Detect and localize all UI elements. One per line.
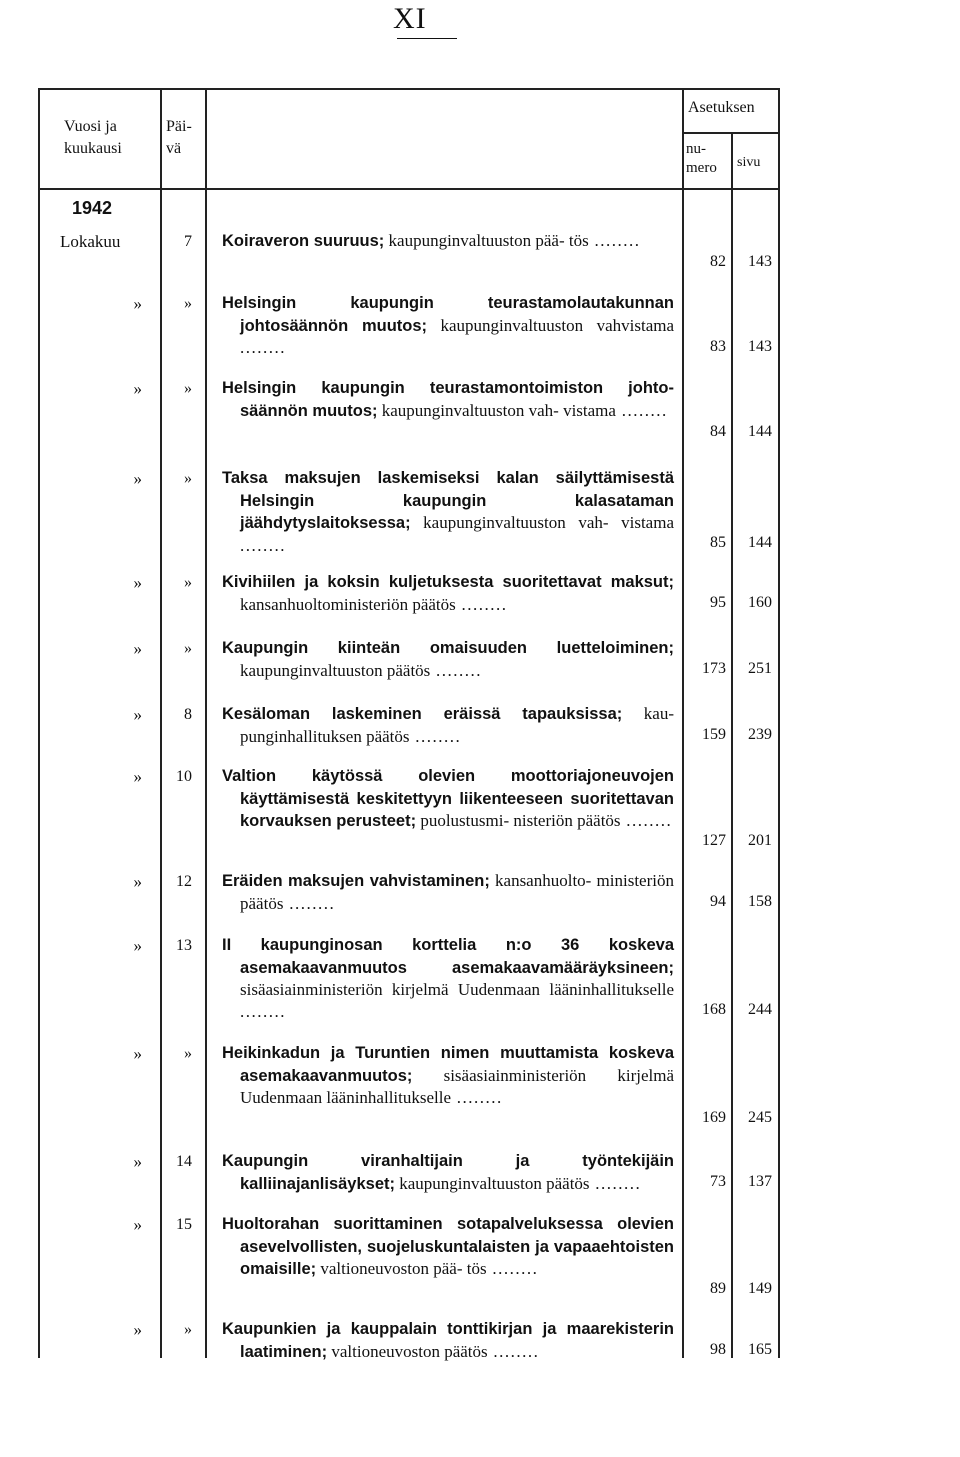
entry-source: sisäasiainministeriön kirjelmä Uudenmaan lääninhallitukselle xyxy=(240,1065,674,1107)
entry-day: » xyxy=(184,640,192,657)
entry-page: 245 xyxy=(748,1109,772,1126)
entry-regulation-number: 83 xyxy=(710,338,726,355)
entry-description xyxy=(222,870,674,914)
entry-month: » xyxy=(133,294,142,313)
entry-page: 244 xyxy=(748,1001,772,1018)
entry-month: » xyxy=(133,936,142,955)
col-divider-desc-number xyxy=(682,88,684,1358)
entry-source: kaupunginvaltuuston vah- xyxy=(410,513,609,532)
header-number xyxy=(686,140,717,178)
entry-description xyxy=(222,1150,674,1195)
entry-month: » xyxy=(133,705,142,724)
page-number-underline xyxy=(397,38,457,39)
entry-description xyxy=(222,467,674,556)
entry-title: Eräiden maksujen vahvistaminen; xyxy=(222,872,490,890)
year-label: 1942 xyxy=(72,198,113,218)
entry-title: Kaupungin viranhaltijain ja työntekijäin kalliinajanlisäykset; xyxy=(222,1152,674,1193)
entry-day: 7 xyxy=(184,233,192,250)
header-year-month xyxy=(64,116,122,160)
leader-dots: ........ xyxy=(430,660,483,680)
entry-description xyxy=(222,1318,674,1363)
entry-source: kaupunginvaltuuston xyxy=(427,315,584,335)
entry-source: valtioneuvoston pää- xyxy=(316,1259,463,1278)
entry-regulation-number: 82 xyxy=(710,253,726,270)
entry-description xyxy=(222,1213,674,1281)
entry-source-continuation: vahvistama xyxy=(583,315,675,335)
entry-regulation-number: 85 xyxy=(710,534,726,551)
header-page: sivu xyxy=(737,155,761,170)
entry-source-continuation: ministeriön päätös xyxy=(240,871,674,913)
entry-day: » xyxy=(184,1321,192,1338)
entry-page: 143 xyxy=(748,338,772,355)
entry-title: Kaupunkien ja kauppalain tonttikirjan ja maarekisterin laatiminen; xyxy=(222,1320,674,1361)
col-divider-number-page xyxy=(731,132,733,1358)
header-regulation: Asetuksen xyxy=(688,99,755,116)
entry-month: » xyxy=(133,1152,142,1171)
entry-source: valtioneuvoston päätös xyxy=(327,1341,488,1361)
table-right-border xyxy=(778,88,780,1358)
header-number-line1: nu- xyxy=(686,141,706,157)
entry-description xyxy=(222,1042,674,1109)
entry-regulation-number: 169 xyxy=(702,1109,726,1126)
entry-month: » xyxy=(133,1320,142,1339)
entry-source: puolustusmi- xyxy=(416,811,510,830)
entry-day: » xyxy=(184,295,192,312)
entry-description xyxy=(222,703,674,747)
entry-page: 158 xyxy=(748,893,772,910)
entry-source: kansanhuoltoministeriön päätös xyxy=(240,594,456,614)
entry-day: 15 xyxy=(176,1216,192,1233)
leader-dots: ........ xyxy=(588,231,641,250)
entry-source-continuation: vistama xyxy=(608,513,674,532)
leader-dots: ........ xyxy=(240,338,286,357)
entry-regulation-number: 94 xyxy=(710,893,726,910)
entry-day: 14 xyxy=(176,1153,192,1170)
entry-title: Taksa maksujen laskemiseksi kalan säilyttämisestä Helsingin kaupungin kalasataman jäähdytyslaitoksessa; xyxy=(222,469,674,532)
header-day-line1: Päi- xyxy=(166,118,192,135)
entry-description xyxy=(222,765,674,833)
entry-title: Kivihiilen ja koksin kuljetuksesta suoritettavat maksut; xyxy=(222,573,674,591)
entry-day: 13 xyxy=(176,937,192,954)
entry-regulation-number: 98 xyxy=(710,1341,726,1358)
entry-title: Helsingin kaupungin teurastamolautakunnan johtosäännön muutos; xyxy=(222,294,674,335)
entry-page: 137 xyxy=(748,1173,772,1190)
entry-page: 149 xyxy=(748,1280,772,1297)
entry-day: » xyxy=(184,380,192,397)
entry-source: kaupunginvaltuuston päätös xyxy=(395,1173,590,1193)
entry-regulation-number: 168 xyxy=(702,1001,726,1018)
header-subdivider xyxy=(682,132,780,134)
entry-source: sisäasiainministeriön kirjelmä Uudenmaan lääninhallitukselle xyxy=(240,980,674,999)
entry-source-continuation: punginhallituksen päätös xyxy=(240,726,410,746)
header-day xyxy=(166,116,192,160)
leader-dots: ........ xyxy=(455,594,508,614)
entry-page: 251 xyxy=(748,660,772,677)
leader-dots: ........ xyxy=(409,726,462,746)
entry-title: Kaupungin kiinteän omaisuuden luetteloiminen; xyxy=(222,639,674,657)
entry-title: Helsingin kaupungin teurastamontoimiston johto-säännön muutos; xyxy=(222,379,674,420)
leader-dots: ........ xyxy=(589,1173,642,1193)
leader-dots: ........ xyxy=(615,400,668,420)
leader-dots: ........ xyxy=(487,1341,540,1361)
leader-dots: ........ xyxy=(451,1088,503,1107)
entry-day: » xyxy=(184,1045,192,1062)
entry-source-continuation: tös xyxy=(462,1259,487,1278)
entry-page: 144 xyxy=(748,534,772,551)
entry-page: 144 xyxy=(748,423,772,440)
entry-day: » xyxy=(184,470,192,487)
entry-page: 201 xyxy=(748,832,772,849)
entry-description xyxy=(222,571,674,615)
entry-month: » xyxy=(133,1044,142,1063)
entry-title: Heikinkadun ja Turuntien nimen muuttamista koskeva asemakaavanmuutos; xyxy=(222,1044,674,1085)
leader-dots: ........ xyxy=(486,1259,539,1278)
entry-source: kansanhuolto- xyxy=(489,871,592,890)
entry-regulation-number: 127 xyxy=(702,832,726,849)
entry-day: 10 xyxy=(176,768,192,785)
entry-month: » xyxy=(133,639,142,658)
entry-page: 165 xyxy=(748,1341,772,1358)
entry-title: Kesäloman laskeminen eräissä tapauksissa; xyxy=(222,705,623,723)
entry-title: Huoltorahan suorittaminen sotapalveluksessa olevien asevelvollisten, suojeluskuntalaisten ja vapaaehtoisten omaisille; xyxy=(222,1215,674,1278)
entry-description xyxy=(222,292,674,359)
entry-regulation-number: 89 xyxy=(710,1280,726,1297)
leader-dots: ........ xyxy=(283,893,336,913)
entry-month: » xyxy=(133,872,142,891)
entry-page: 239 xyxy=(748,726,772,743)
entry-source-continuation: vistama xyxy=(558,400,616,420)
entry-description xyxy=(222,934,674,1022)
entry-description xyxy=(222,637,674,681)
entry-month: » xyxy=(133,1215,142,1234)
entry-page: 160 xyxy=(748,594,772,611)
entry-page: 143 xyxy=(748,253,772,270)
header-bottom-border xyxy=(38,188,780,190)
entry-month: Lokakuu xyxy=(60,232,121,251)
entry-source: kaupunginvaltuuston vah- xyxy=(377,400,559,420)
entry-month: » xyxy=(133,379,142,398)
entry-title: II kaupunginosan korttelia n:o 36 koskeva asemakaavanmuutos asemakaavamääräyksineen; xyxy=(222,936,674,977)
entry-description xyxy=(222,377,674,422)
entry-month: » xyxy=(133,573,142,592)
entry-source-continuation: kaupunginvaltuuston päätös xyxy=(240,660,431,680)
entry-day: » xyxy=(184,574,192,591)
header-year-month-line2: kuukausi xyxy=(64,140,122,157)
entry-month: » xyxy=(133,767,142,786)
entry-regulation-number: 73 xyxy=(710,1173,726,1190)
entry-regulation-number: 159 xyxy=(702,726,726,743)
entry-regulation-number: 173 xyxy=(702,660,726,677)
leader-dots: ........ xyxy=(620,811,673,830)
entry-day: 8 xyxy=(184,706,192,723)
entry-regulation-number: 84 xyxy=(710,423,726,440)
entry-source: kaupunginvaltuuston pää- xyxy=(384,231,565,250)
header-number-line2: mero xyxy=(686,160,717,176)
entry-regulation-number: 95 xyxy=(710,594,726,611)
table-top-border xyxy=(38,88,780,90)
entry-source-continuation: nisteriön päätös xyxy=(509,811,621,830)
page-number: XI xyxy=(393,2,427,35)
entry-source: kau- xyxy=(622,704,674,723)
entry-day: 12 xyxy=(176,873,192,890)
entry-title: Koiraveron suuruus; xyxy=(222,232,385,250)
col-divider-day-desc xyxy=(205,88,207,1358)
header-year-month-line1: Vuosi ja xyxy=(64,118,117,135)
entry-source-continuation: tös xyxy=(564,231,589,250)
leader-dots: ........ xyxy=(240,1001,286,1021)
header-day-line2: vä xyxy=(166,140,182,157)
leader-dots: ........ xyxy=(240,535,286,555)
entry-description xyxy=(222,230,674,253)
entry-month: » xyxy=(133,469,142,488)
entry-title: Valtion käytössä olevien moottoriajoneuvojen käyttämisestä keskitettyyn liikenteeseen suoritettavan korvauksen perusteet; xyxy=(222,767,674,830)
